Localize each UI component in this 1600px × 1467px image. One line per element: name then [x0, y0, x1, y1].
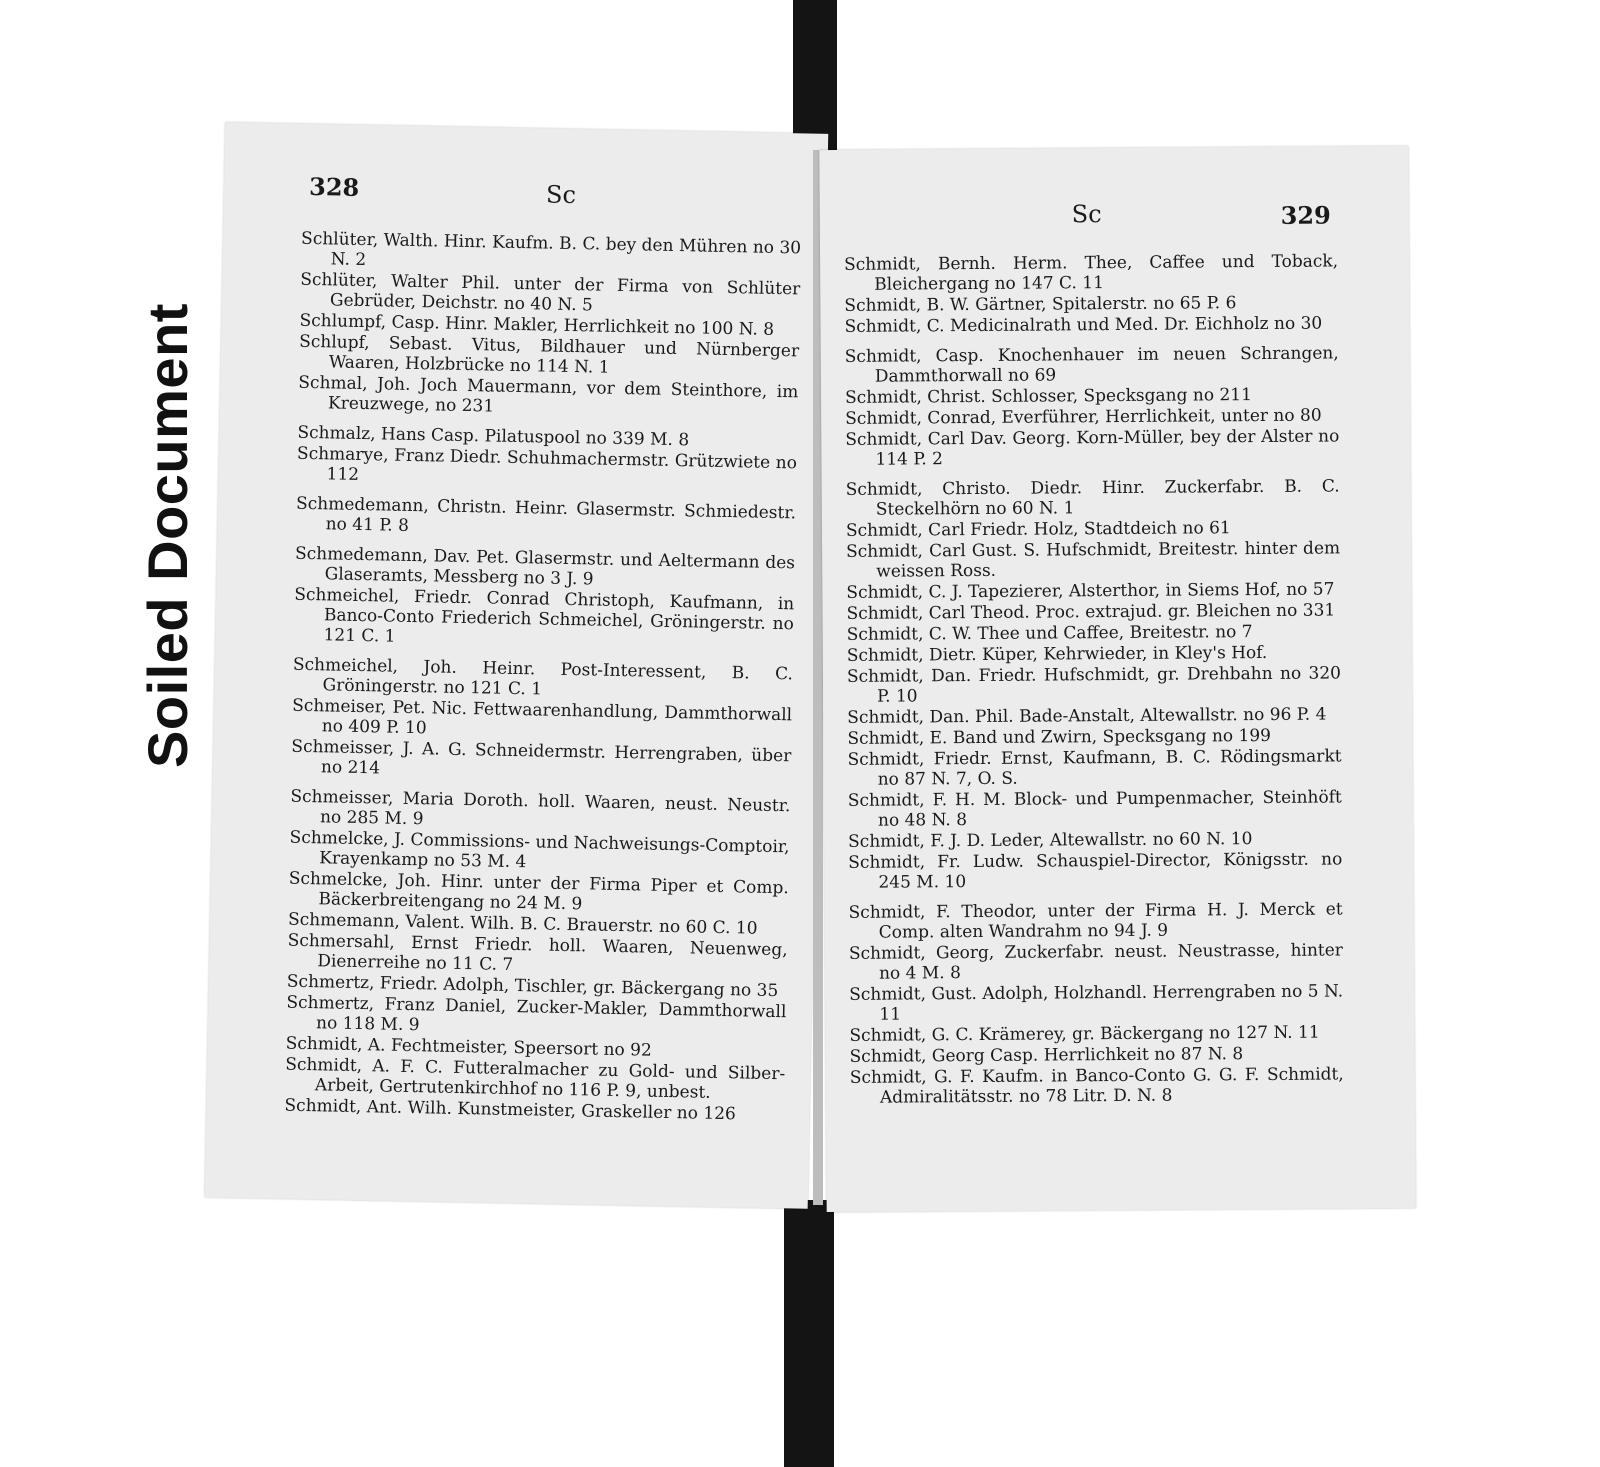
directory-entry: Schmelcke, J. Commissions- und Nachweisungs-Comptoir, Krayenkamp no 53 M. 4: [289, 827, 790, 873]
directory-entry: Schmidt, A. Fechtmeister, Speersort no 92: [285, 1033, 652, 1061]
right-page: [819, 146, 1415, 1212]
directory-entry: Schmeisser, Maria Doroth. holl. Waaren, neust. Neustr. no 285 M. 9: [290, 786, 791, 830]
directory-entry: Schmertz, Franz Daniel, Zucker-Makler, Dammthorwall no 118 M. 9: [286, 992, 787, 1036]
binding-strip-top: [793, 0, 837, 152]
left-directory-entries: [284, 229, 801, 1126]
directory-entry: Schmedemann, Dav. Pet. Glasermstr. und Aeltermann des Glaseramts, Messberg no 3 J. 9: [294, 543, 796, 590]
directory-entry: Schmarye, Franz Diedr. Schuhmachermstr. Grützwiete no 112: [296, 443, 798, 485]
right-section-heading: Sc: [1071, 200, 1102, 229]
directory-entry: Schmeichel, Joh. Heinr. Post-Interessent, B. C. Gröningerstr. no 121 C. 1: [292, 654, 794, 700]
directory-entry: Schmalz, Hans Casp. Pilatuspool no 339 M. 8: [297, 422, 690, 451]
directory-entry: Schmidt, Georg Casp. Herrlichkeit no 87 N. 8: [849, 1044, 1244, 1067]
directory-entry: Schmidt, E. Band und Zwirn, Specksgang no 199: [847, 725, 1272, 749]
directory-entry: Schmidt, Friedr. Ernst, Kaufmann, B. C. Rödingsmarkt no 87 N. 7, O. S.: [847, 746, 1342, 790]
directory-entry: Schmidt, G. C. Krämerey, gr. Bäckergang no 127 N. 11: [849, 1022, 1320, 1046]
directory-entry: Schmidt, F. J. D. Leder, Altewallstr. no 60 N. 10: [848, 829, 1253, 852]
directory-entry: Schmertz, Friedr. Adolph, Tischler, gr. Bäckergang no 35: [286, 971, 779, 1002]
directory-entry: Schmidt, Carl Theod. Proc. extrajud. gr. Bleichen no 331: [846, 600, 1336, 624]
directory-entry: Schmedemann, Christn. Heinr. Glasermstr. Schmiedestr. no 41 P. 8: [295, 493, 797, 536]
directory-entry: Schmal, Joh. Joch Mauermann, vor dem Steinthore, im Kreuzwege, no 231: [298, 372, 799, 417]
left-page-header: [224, 170, 828, 222]
directory-entry: Schmelcke, Joh. Hinr. unter der Firma Piper et Comp. Bäckerbreitengang no 24 M. 9: [288, 868, 789, 915]
directory-entry: Schmidt, Dan. Phil. Bade-Anstalt, Altewallstr. no 96 P. 4: [847, 704, 1327, 728]
directory-entry: Schmidt, F. Theodor, unter der Firma H. J. Merck et Comp. alten Wandrahm no 94 J. 9: [848, 899, 1343, 943]
directory-entry: Schmidt, Dietr. Küper, Kehrwieder, in Kley's Hof.: [846, 642, 1268, 666]
directory-entry: Schmeisser, J. A. G. Schneidermstr. Herrengraben, über no 214: [291, 736, 792, 779]
directory-entry: Schmidt, Carl Friedr. Holz, Stadtdeich no 61: [845, 518, 1231, 541]
directory-entry: Schmidt, C. W. Thee und Caffee, Breitestr. no 7: [846, 622, 1253, 645]
right-directory-entries: [844, 251, 1344, 1108]
directory-entry: Schmidt, Christo. Diedr. Hinr. Zuckerfabr. B. C. Steckelhörn no 60 N. 1: [845, 476, 1340, 520]
directory-entry: Schmidt, Georg, Zuckerfabr. neust. Neustrasse, hinter no 4 M. 8: [848, 940, 1343, 984]
directory-entry: Schmidt, Ant. Wilh. Kunstmeister, Graskeller no 126: [284, 1095, 736, 1125]
directory-entry: Schmidt, Conrad, Everführer, Herrlichkeit, unter no 80: [845, 405, 1322, 429]
directory-entry: Schmidt, Fr. Ludw. Schauspiel-Director, Königsstr. no 245 M. 10: [848, 849, 1343, 893]
stamp-text: Soiled Document: [135, 302, 199, 768]
directory-entry: Schmidt, Dan. Friedr. Hufschmidt, gr. Drehbahn no 320 P. 10: [846, 663, 1342, 707]
directory-entry: Schlumpf, Casp. Hinr. Makler, Herrlichkeit no 100 N. 8: [299, 310, 775, 340]
right-page-header: [820, 194, 1409, 238]
left-section-heading: Sc: [545, 180, 577, 210]
directory-entry: Schmeiser, Pet. Nic. Fettwaarenhandlung, Dammthorwall no 409 P. 10: [291, 695, 793, 739]
right-page-number: 329: [1280, 200, 1331, 230]
directory-entry: Schmidt, Christ. Schlosser, Specksgang no 211: [844, 385, 1252, 408]
directory-entry: Schlüter, Walth. Hinr. Kaufm. B. C. bey den Mühren no 30 N. 2: [300, 228, 802, 271]
directory-entry: Schmidt, Gust. Adolph, Holzhandl. Herrengraben no 5 N. 11: [849, 981, 1344, 1025]
directory-entry: Schmidt, Carl Dav. Georg. Korn-Müller, bey der Alster no 114 P. 2: [845, 426, 1340, 470]
directory-entry: Schlüter, Walter Phil. unter der Firma von Schlüter Gebrüder, Deichstr. no 40 N. 5: [300, 269, 801, 316]
directory-entry: Schmidt, Carl Gust. S. Hufschmidt, Breitestr. hinter dem weissen Ross.: [846, 538, 1341, 582]
directory-entry: Schmidt, C. J. Tapezierer, Alsterthor, in Siems Hof, no 57: [846, 579, 1335, 603]
binding-strip-bottom: [784, 1200, 834, 1467]
directory-entry: Schmeichel, Friedr. Conrad Christoph, Kaufmann, in Banco-Conto Friederich Schmeichel, Gröningerstr. no 121 C. 1: [294, 584, 795, 647]
directory-entry: Schmidt, G. F. Kaufm. in Banco-Conto G. G. F. Schmidt, Admiralitätsstr. no 78 Litr. D. N. 8: [849, 1064, 1344, 1108]
directory-entry: Schmidt, B. W. Gärtner, Spitalerstr. no 65 P. 6: [844, 293, 1237, 316]
directory-entry: Schmidt, A. F. C. Futteralmacher zu Gold- und Silber-Arbeit, Gertrutenkirchhof no 116 P. 9, unbest.: [285, 1054, 786, 1103]
soiled-document-stamp: [132, 279, 202, 791]
directory-entry: Schmidt, C. Medicinalrath und Med. Dr. Eichholz no 30: [844, 313, 1323, 337]
directory-entry: Schmersahl, Ernst Friedr. holl. Waaren, Neuenweg, Dienerreihe no 11 C. 7: [287, 930, 788, 975]
directory-entry: Schmidt, Bernh. Herm. Thee, Caffee und Toback, Bleichergang no 147 C. 11: [844, 251, 1339, 295]
left-page: [205, 122, 829, 1208]
directory-entry: Schmemann, Valent. Wilh. B. C. Brauerstr. no 60 C. 10: [287, 909, 758, 939]
directory-entry: Schmidt, Casp. Knochenhauer im neuen Schrangen, Dammthorwall no 69: [844, 343, 1339, 387]
directory-entry: Schmidt, F. H. M. Block- und Pumpenmacher, Steinhöft no 48 N. 8: [847, 787, 1342, 831]
directory-entry: Schlupf, Sebast. Vitus, Bildhauer und Nürnberger Waaren, Holzbrücke no 114 N. 1: [298, 331, 800, 378]
left-page-number: 328: [308, 171, 360, 202]
